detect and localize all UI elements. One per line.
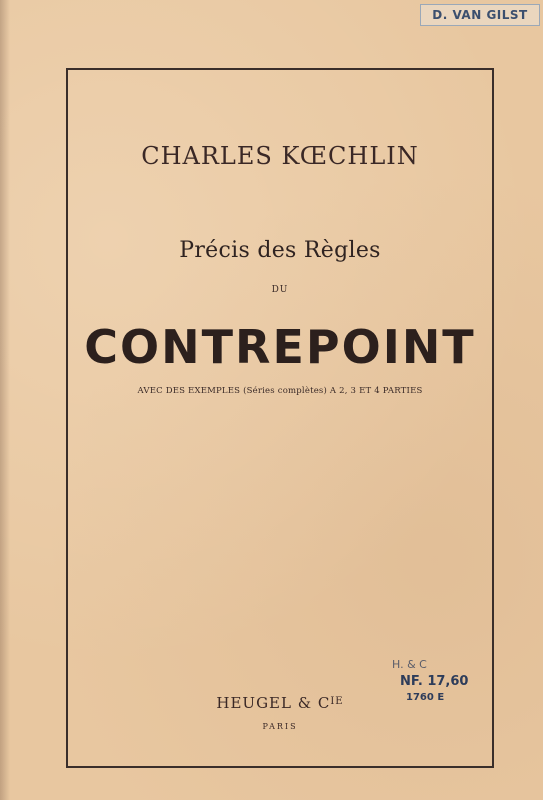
price-stamp-code: 1760 E [406,692,445,703]
book-title: CONTREPOINT [84,320,476,374]
price-stamp [392,658,490,712]
publisher-city: PARIS [262,722,298,731]
publisher-name-text: HEUGEL & C [216,694,331,712]
title-connector: DU [271,285,289,295]
owner-stamp: D. VAN GILST [420,4,540,26]
author-name: CHARLES KŒCHLIN [141,142,419,170]
book-details: AVEC DES EXEMPLES (Séries complètes) A 2, 3 ET 4 PARTIES [137,386,423,396]
price-stamp-seller: H. & C [392,658,427,671]
publisher-suffix: IE [330,696,344,707]
price-stamp-price: NF. 17,60 [400,674,469,689]
subtitle: Précis des Règles [179,238,381,263]
spine-edge [0,0,10,800]
